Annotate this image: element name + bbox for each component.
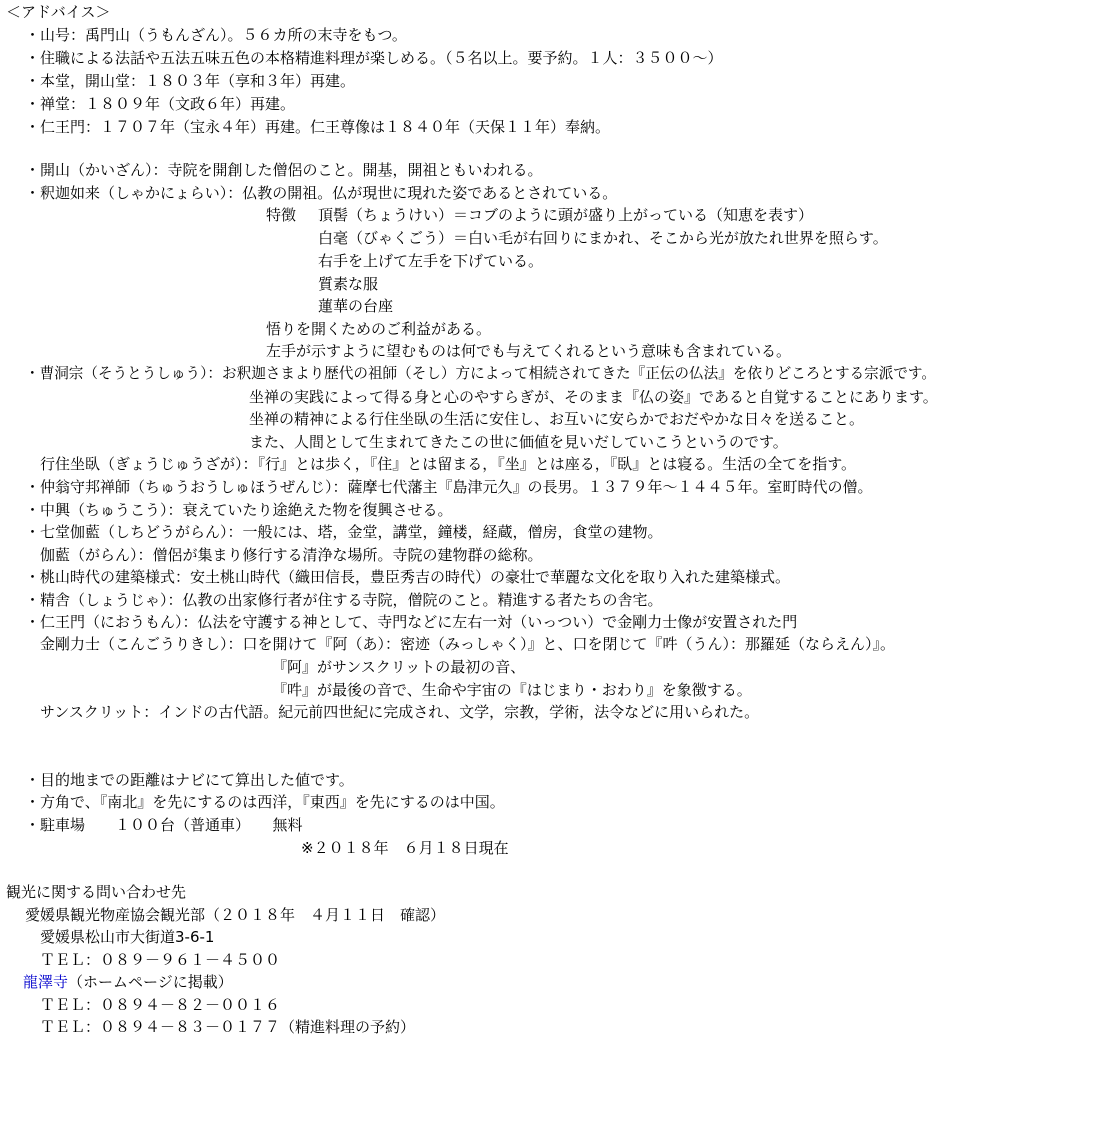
advice-heading: ＜アドバイス＞ [6,3,111,21]
kongo-line-3: 『吽』が最後の音で、生命や宇宙の『はじまり・おわり』を象徴する。 [272,681,752,699]
glossary-shichido: ・七堂伽藍（しちどうがらん）：一般には、塔，金堂，講堂，鐘楼，経蔵，僧房，食堂の建物。 [25,523,663,541]
glossary-gyoju: 行住坐臥（ぎょうじゅうざが）：『行』とは歩く，『住』とは留まる，『坐』とは座る，『臥』とは寝る。生活の全てを指す。 [40,455,857,473]
shaka-feature-5: 蓮華の台座 [318,297,394,315]
shaka-feature-2: 白毫（びゃくごう）＝白い毛が右回りにまかれ、そこから光が放たれ世界を照らす。 [318,229,888,247]
contact-org: 愛媛県観光物産協会観光部（２０１８年 ４月１１日 確認） [25,906,446,924]
kongo-line-2: 『阿』がサンスクリットの最初の音、 [272,658,526,676]
contact-heading: 観光に関する問い合わせ先 [6,883,187,901]
advice-line-niomon: ・仁王門：１７０７年（宝永４年）再建。仁王尊像は１８４０年（天保１１年）奉納。 [25,118,611,136]
note-distance: ・目的地までの距離はナビにて算出した値です。 [25,771,354,789]
glossary-momoyama: ・桃山時代の建築様式：安土桃山時代（織田信長，豊臣秀吉の時代）の豪壮で華麗な文化を取り入れた建築様式。 [25,568,791,586]
glossary-soto-title: ・曹洞宗（そうとうしゅう）：お釈迦さまより歴代の祖師（そし）方によって相続されてきた『正伝の仏法』を依りどころとする宗派です。 [25,365,936,382]
shaka-feature-4: 質素な服 [318,275,379,293]
temple-note: （ホームページに掲載） [68,973,233,991]
shaka-feature-1: 頂髻（ちょうけい）＝コブのように頭が盛り上がっている（知恵を表す） [318,206,814,224]
contact-org-tel: ＴＥＬ：０８９－９６１－４５００ [40,951,281,969]
glossary-garan: 伽藍（がらん）：僧侶が集まり修行する清浄な場所。寺院の建物群の総称。 [40,546,543,564]
shaka-benefit-1: 悟りを開くためのご利益がある。 [266,320,492,338]
note-direction: ・方角で、『南北』を先にするのは西洋，『東西』を先にするのは中国。 [25,793,505,811]
glossary-shaka-title: ・釈迦如来（しゃかにょらい）：仏教の開祖。仏が現世に現れた姿であるとされている。 [25,184,618,202]
soto-line-2: 坐禅の実践によって得る身と心のやすらぎが、そのまま『仏の姿』であると自覚することにあります。 [249,388,938,406]
advice-line-zendo: ・禅堂：１８０９年（文政６年）再建。 [25,95,296,113]
glossary-kongo-title: 金剛力士（こんごうりきし）：口を開けて『阿（あ）：密迹（みっしゃく）』と、口を閉じて『吽（うん）：那羅延（ならえん）』。 [40,635,896,653]
contact-temple-tel-1: ＴＥＬ：０８９４－８２－００１６ [40,996,281,1014]
note-parking: ・駐車場 １００台（普通車） 無料 [25,816,303,834]
glossary-chuko: ・中興（ちゅうこう）：衰えていたり途絶えた物を復興させる。 [25,501,453,519]
contact-address: 愛媛県松山市大街道3-6-1 [40,928,215,946]
temple-homepage-link[interactable]: 龍澤寺 [23,973,69,991]
glossary-shoja: ・精舎（しょうじゃ）：仏教の出家修行者が住する寺院，僧院のこと。精進する者たちの舎宅。 [25,591,663,609]
contact-temple-row [23,972,233,994]
shaka-benefit-2: 左手が示すように望むものは何でも与えてくれるという意味も含まれている。 [266,342,792,360]
glossary-niomon: ・仁王門（におうもん）：仏法を守護する神として、寺門などに左右一対（いっつい）で金剛力士像が安置された門 [25,613,798,631]
advice-line-hondo: ・本堂，開山堂：１８０３年（享和３年）再建。 [25,72,356,90]
glossary-sanskrit: サンスクリット：インドの古代語。紀元前四世紀に完成され、文学，宗教，学術，法令などに用いられた。 [40,703,760,721]
advice-line-shojin: ・住職による法話や五法五味五色の本格精進料理が楽しめる。（５名以上。要予約。１人：３５００～） [25,49,723,67]
shaka-feature-3: 右手を上げて左手を下げている。 [318,252,544,270]
note-as-of: ※２０１８年 ６月１８日現在 [301,839,509,857]
glossary-chuo: ・仲翁守邦禅師（ちゅうおうしゅほうぜんじ）：薩摩七代藩主『島津元久』の長男。１３７９年～１４４５年。室町時代の僧。 [25,478,873,496]
glossary-kaisan: ・開山（かいざん）：寺院を開創した僧侶のこと。開基，開祖ともいわれる。 [25,161,543,179]
shaka-feature-label: 特徴 [266,206,297,224]
contact-temple-tel-2: ＴＥＬ：０８９４－８３－０１７７（精進料理の予約） [40,1018,416,1036]
soto-line-4: また、人間として生まれてきたこの世に価値を見いだしていこうというのです。 [249,433,788,451]
advice-line-sango: ・山号：禹門山（うもんざん）。５６カ所の末寺をもつ。 [25,26,407,44]
soto-line-3: 坐禅の精神による行住坐臥の生活に安住し、お互いに安らかでおだやかな日々を送ること。 [249,410,865,428]
